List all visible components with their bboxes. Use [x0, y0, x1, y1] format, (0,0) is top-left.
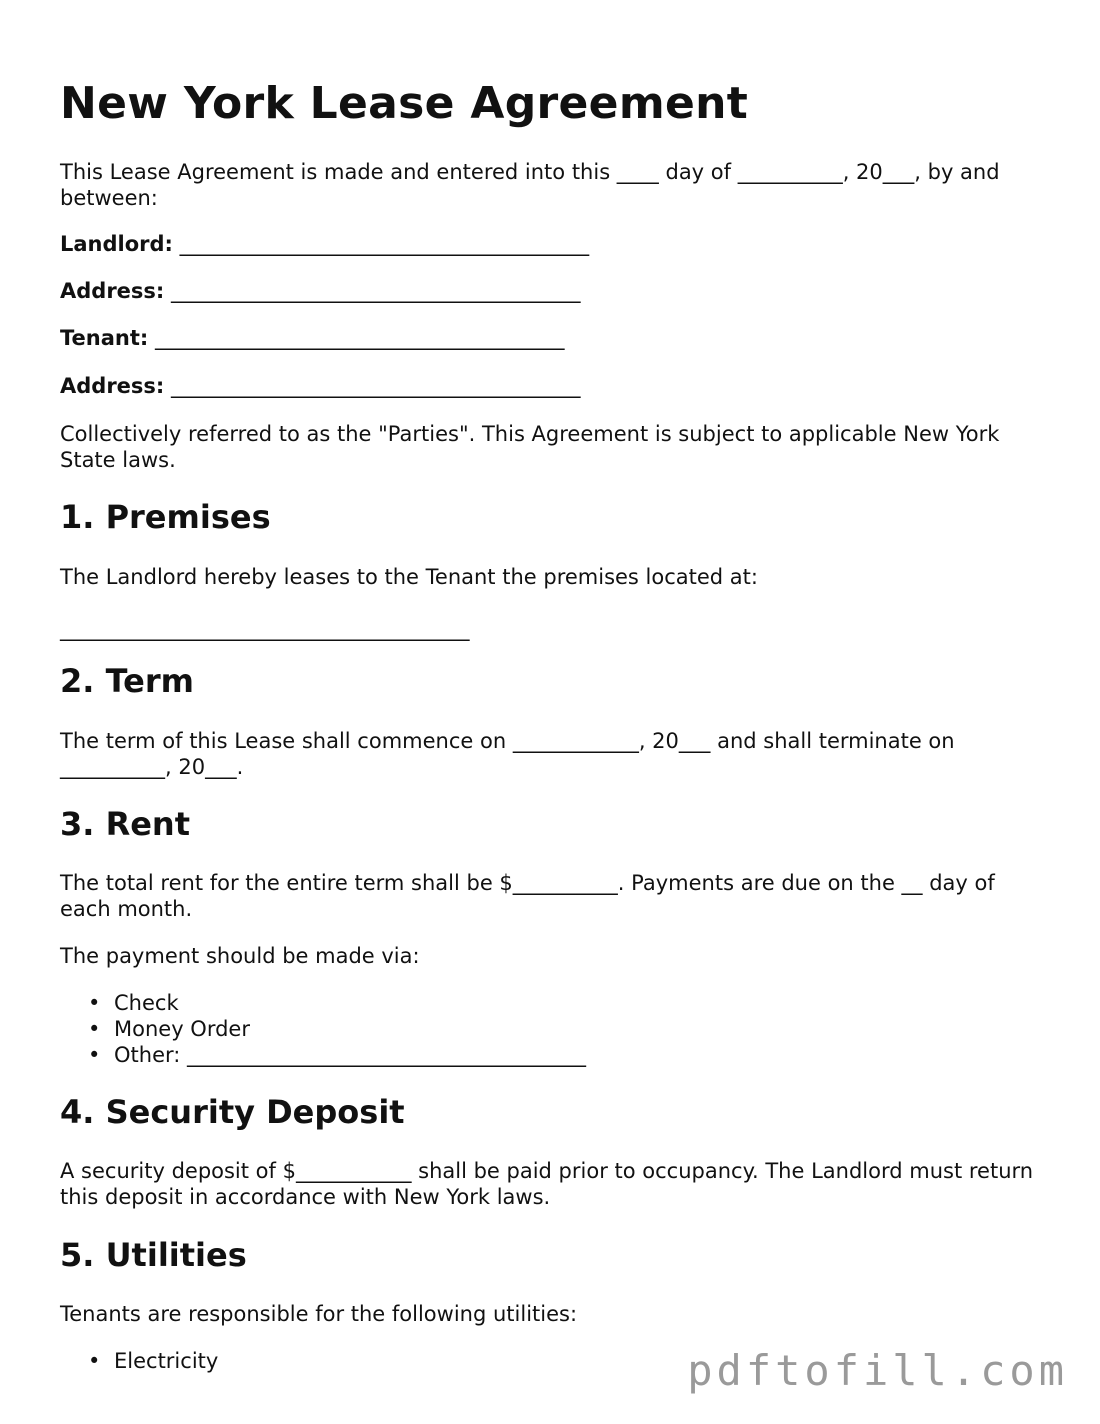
- utilities-heading: 5. Utilities: [60, 1236, 247, 1274]
- term-text: The term of this Lease shall commence on ____________, 20___ and shall terminate on __________, 20___.: [60, 729, 955, 779]
- tenant-address-blank[interactable]: _______________________________________: [171, 374, 581, 398]
- landlord-address-blank[interactable]: _______________________________________: [171, 279, 581, 303]
- landlord-blank[interactable]: _______________________________________: [179, 232, 590, 256]
- payment-methods-list: [60, 990, 586, 1068]
- payment-method-check: • Check: [60, 990, 586, 1016]
- premises-address-blank[interactable]: _______________________________________: [60, 617, 470, 641]
- premises-heading: 1. Premises: [60, 498, 271, 536]
- deposit-heading: 4. Security Deposit: [60, 1093, 405, 1131]
- landlord-address-label: Address:: [60, 279, 165, 303]
- watermark: pdftofill.com: [687, 1346, 1068, 1395]
- tenant-address-label: Address:: [60, 374, 165, 398]
- deposit-text: A security deposit of $___________ shall be paid prior to occupancy. The Landlord must return this deposit in accordance with New York laws.: [60, 1159, 1034, 1209]
- landlord-address-field[interactable]: [60, 278, 581, 304]
- document-title: New York Lease Agreement: [60, 78, 749, 129]
- premises-text: The Landlord hereby leases to the Tenant the premises located at:: [60, 565, 758, 589]
- tenant-field[interactable]: [60, 325, 564, 351]
- rent-heading: 3. Rent: [60, 805, 190, 843]
- tenant-blank[interactable]: _______________________________________: [154, 326, 565, 350]
- utility-item-electricity: • Electricity: [60, 1348, 218, 1374]
- tenant-address-field[interactable]: [60, 373, 581, 399]
- utilities-text: Tenants are responsible for the following utilities:: [60, 1302, 578, 1326]
- landlord-field[interactable]: [60, 231, 589, 257]
- landlord-label: Landlord:: [60, 232, 173, 256]
- rent-text: The total rent for the entire term shall be $__________. Payments are due on the __ day of each month.: [60, 871, 995, 921]
- tenant-label: Tenant:: [60, 326, 149, 350]
- intro-paragraph: This Lease Agreement is made and entered into this ____ day of __________, 20___, by and between:: [60, 160, 1000, 210]
- term-heading: 2. Term: [60, 662, 194, 700]
- payment-method-money-order: • Money Order: [60, 1016, 586, 1042]
- utilities-list: [60, 1348, 218, 1374]
- payment-intro: The payment should be made via:: [60, 944, 420, 968]
- collective-paragraph: Collectively referred to as the "Parties". This Agreement is subject to applicable New York State laws.: [60, 422, 1000, 472]
- payment-method-other[interactable]: • Other: ______________________________________: [60, 1042, 586, 1068]
